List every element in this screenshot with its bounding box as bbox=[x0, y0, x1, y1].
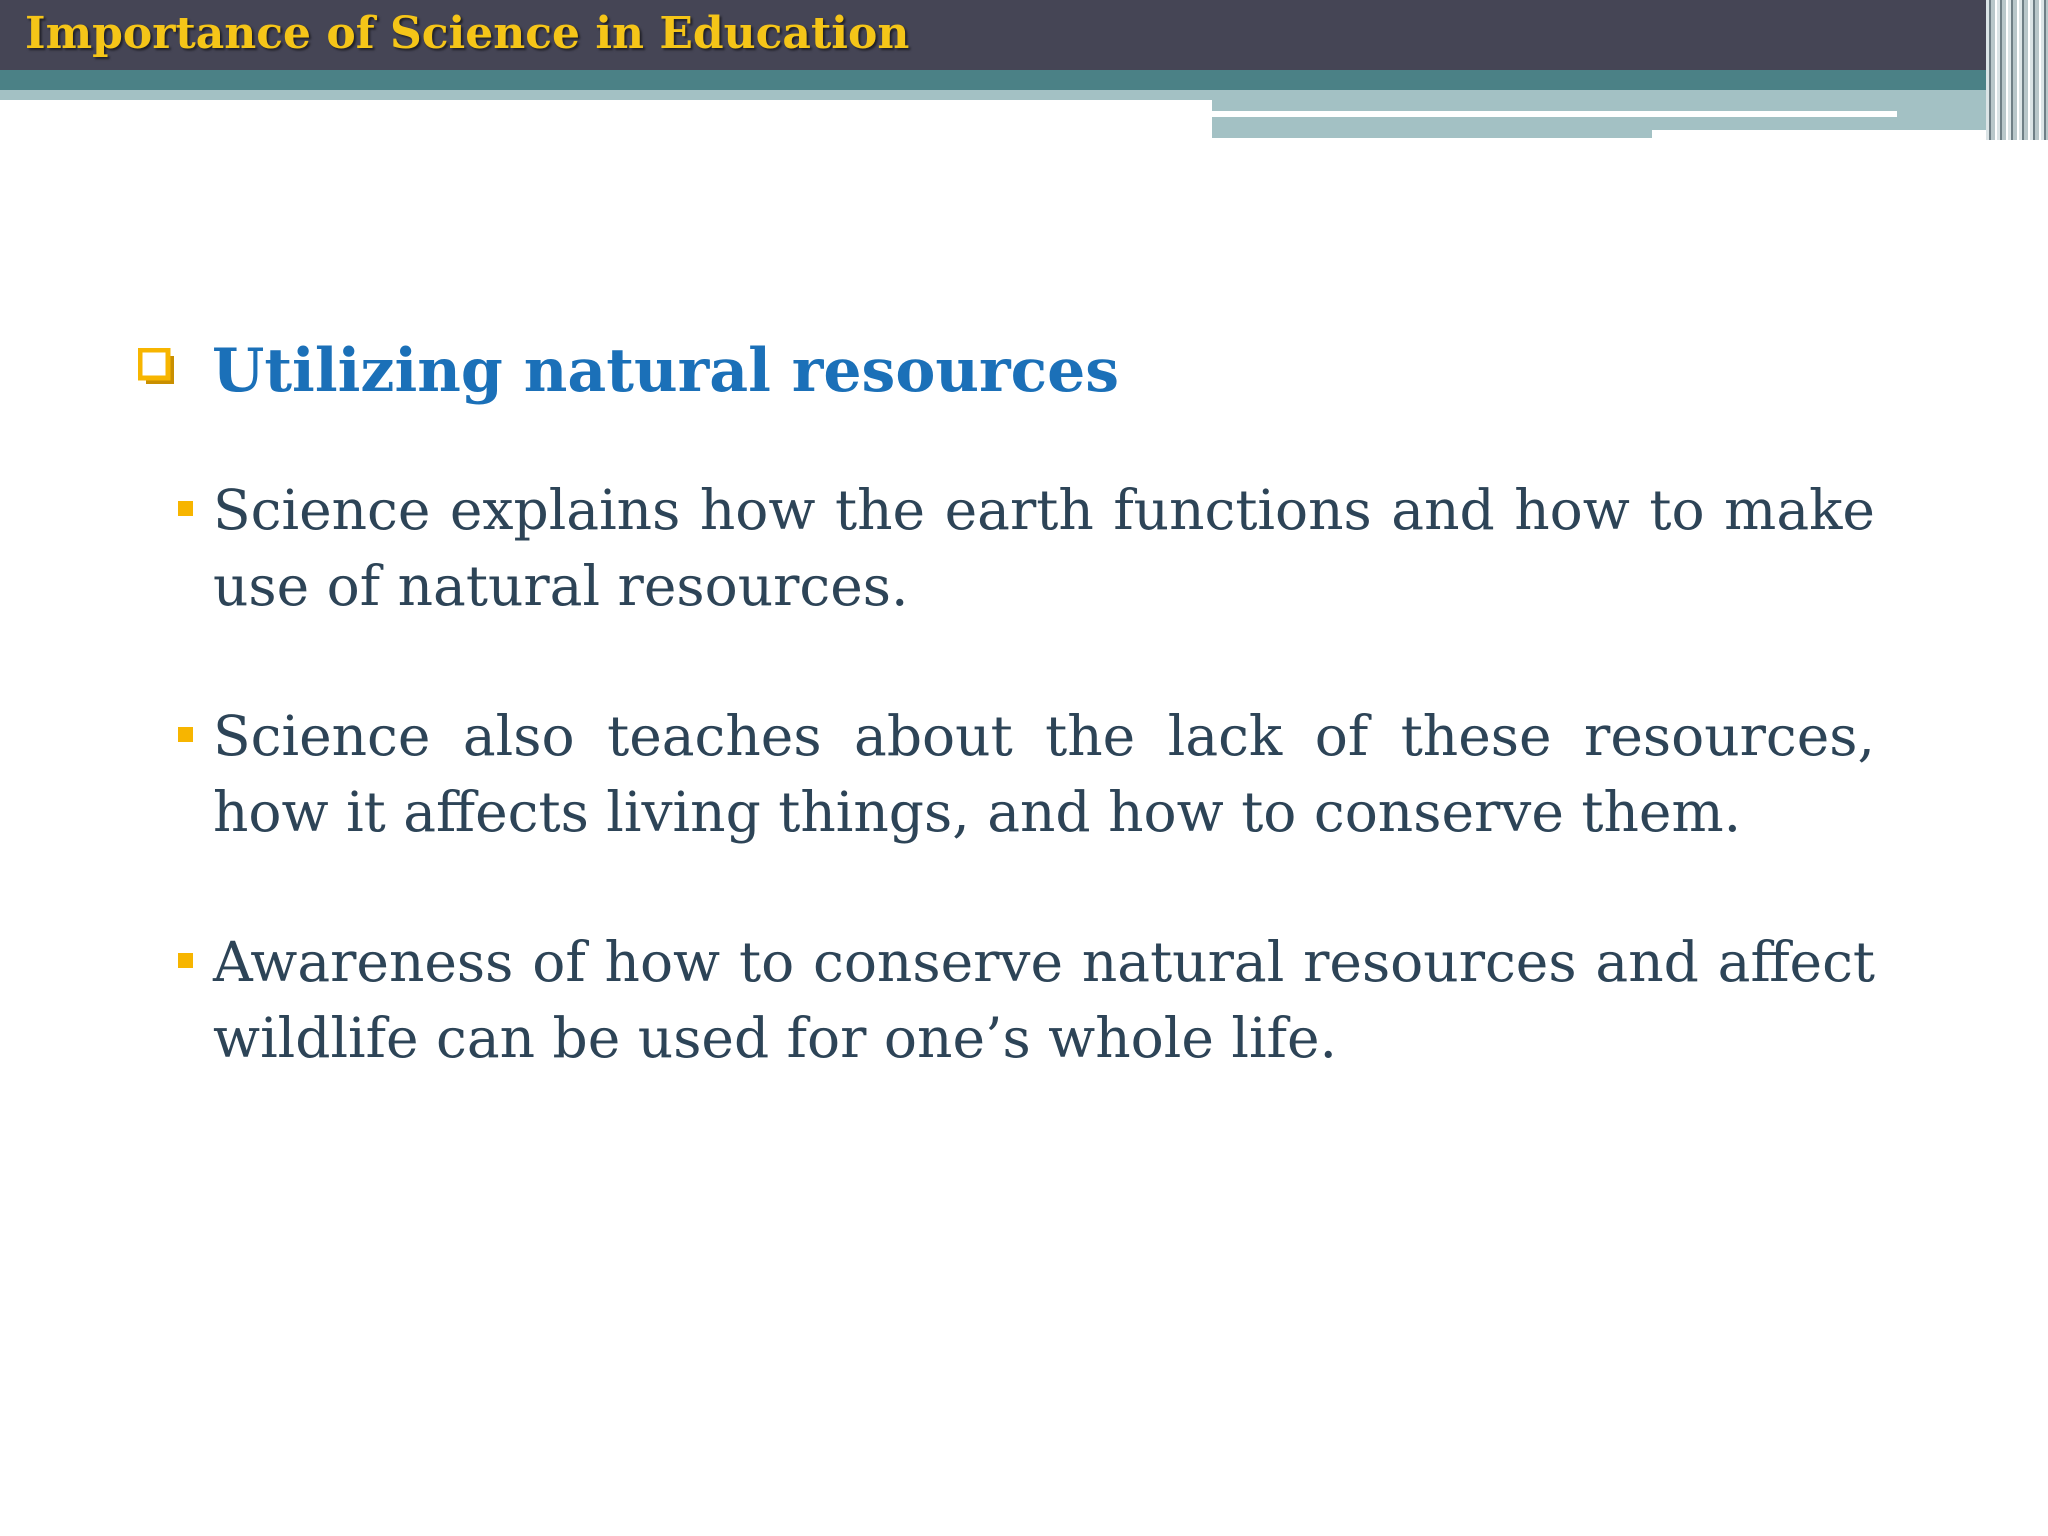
square-bullet-icon bbox=[178, 953, 193, 968]
list-item bbox=[175, 924, 1875, 1076]
header-accent-line bbox=[0, 90, 1212, 100]
list-item bbox=[175, 472, 1875, 624]
slide-title: Importance of Science in Education bbox=[25, 8, 910, 59]
bullet-text: Science explains how the earth functions and how to make use of natural resources. bbox=[213, 478, 1875, 618]
bullet-text: Science also teaches about the lack of these resources, how it affects living things, and how to conserve them. bbox=[213, 704, 1875, 844]
header-stripes-decoration bbox=[1986, 0, 2048, 140]
square-bullet-icon bbox=[178, 727, 193, 742]
checkbox-icon bbox=[138, 348, 176, 386]
square-bullet-icon bbox=[178, 501, 193, 516]
section-heading: Utilizing natural resources bbox=[212, 336, 1120, 406]
header-decoration-cut bbox=[1652, 130, 2012, 138]
list-item bbox=[175, 698, 1875, 850]
bullet-list bbox=[175, 472, 1875, 1150]
header-accent-bar bbox=[0, 70, 2048, 90]
header-decoration-line bbox=[1212, 111, 1897, 117]
bullet-text: Awareness of how to conserve natural resources and affect wildlife can be used for one’s whole life. bbox=[213, 930, 1875, 1070]
